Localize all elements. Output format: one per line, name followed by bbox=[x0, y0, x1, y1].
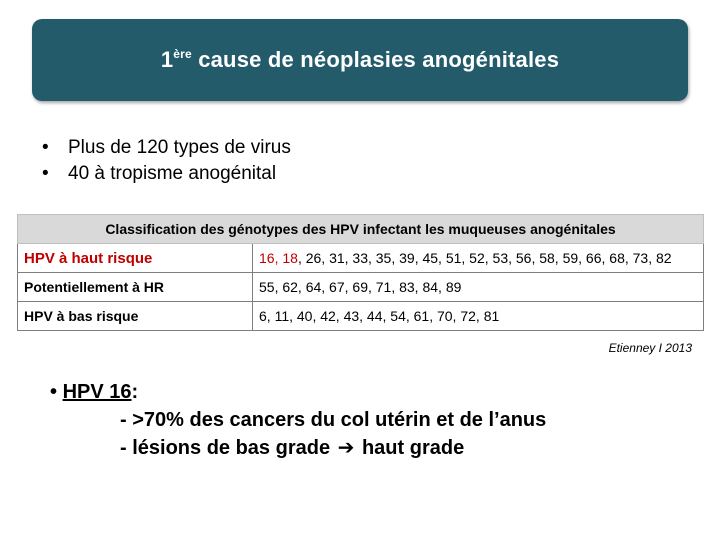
table-header: Classification des génotypes des HPV infectant les muqueuses anogénitales bbox=[18, 215, 704, 244]
row-values-low-risk: 6, 11, 40, 42, 43, 44, 54, 61, 70, 72, 81 bbox=[253, 302, 704, 331]
row-values-high-risk: 16, 18, 26, 31, 33, 35, 39, 45, 51, 52, 53, 56, 58, 59, 66, 68, 73, 82 bbox=[253, 244, 704, 273]
row-label-high-risk: HPV à haut risque bbox=[18, 244, 253, 273]
hpv16-point-1: - >70% des cancers du col utérin et de l’anus bbox=[120, 409, 547, 431]
right-arrow-icon: ➔ bbox=[337, 437, 355, 459]
hpv16-heading: • HPV 16: bbox=[50, 381, 139, 403]
bullet-item: • Plus de 120 types de virus bbox=[42, 137, 291, 158]
row-values-potential: 55, 62, 64, 67, 69, 71, 83, 84, 89 bbox=[253, 273, 704, 302]
row-label-low-risk: HPV à bas risque bbox=[18, 302, 253, 331]
row-label-potential: Potentiellement à HR bbox=[18, 273, 253, 302]
table-row bbox=[18, 273, 704, 302]
bullet-list bbox=[42, 135, 291, 187]
hpv16-point-2: - lésions de bas grade ➔ haut grade bbox=[120, 434, 464, 462]
table-row bbox=[18, 244, 704, 273]
title-banner bbox=[32, 19, 688, 101]
slide-title: 1ère cause de néoplasies anogénitales bbox=[160, 47, 560, 72]
source-citation: Etienney I 2013 bbox=[608, 341, 692, 355]
bullet-item: • 40 à tropisme anogénital bbox=[42, 163, 277, 184]
genotype-table bbox=[17, 214, 704, 331]
table-row bbox=[18, 302, 704, 331]
